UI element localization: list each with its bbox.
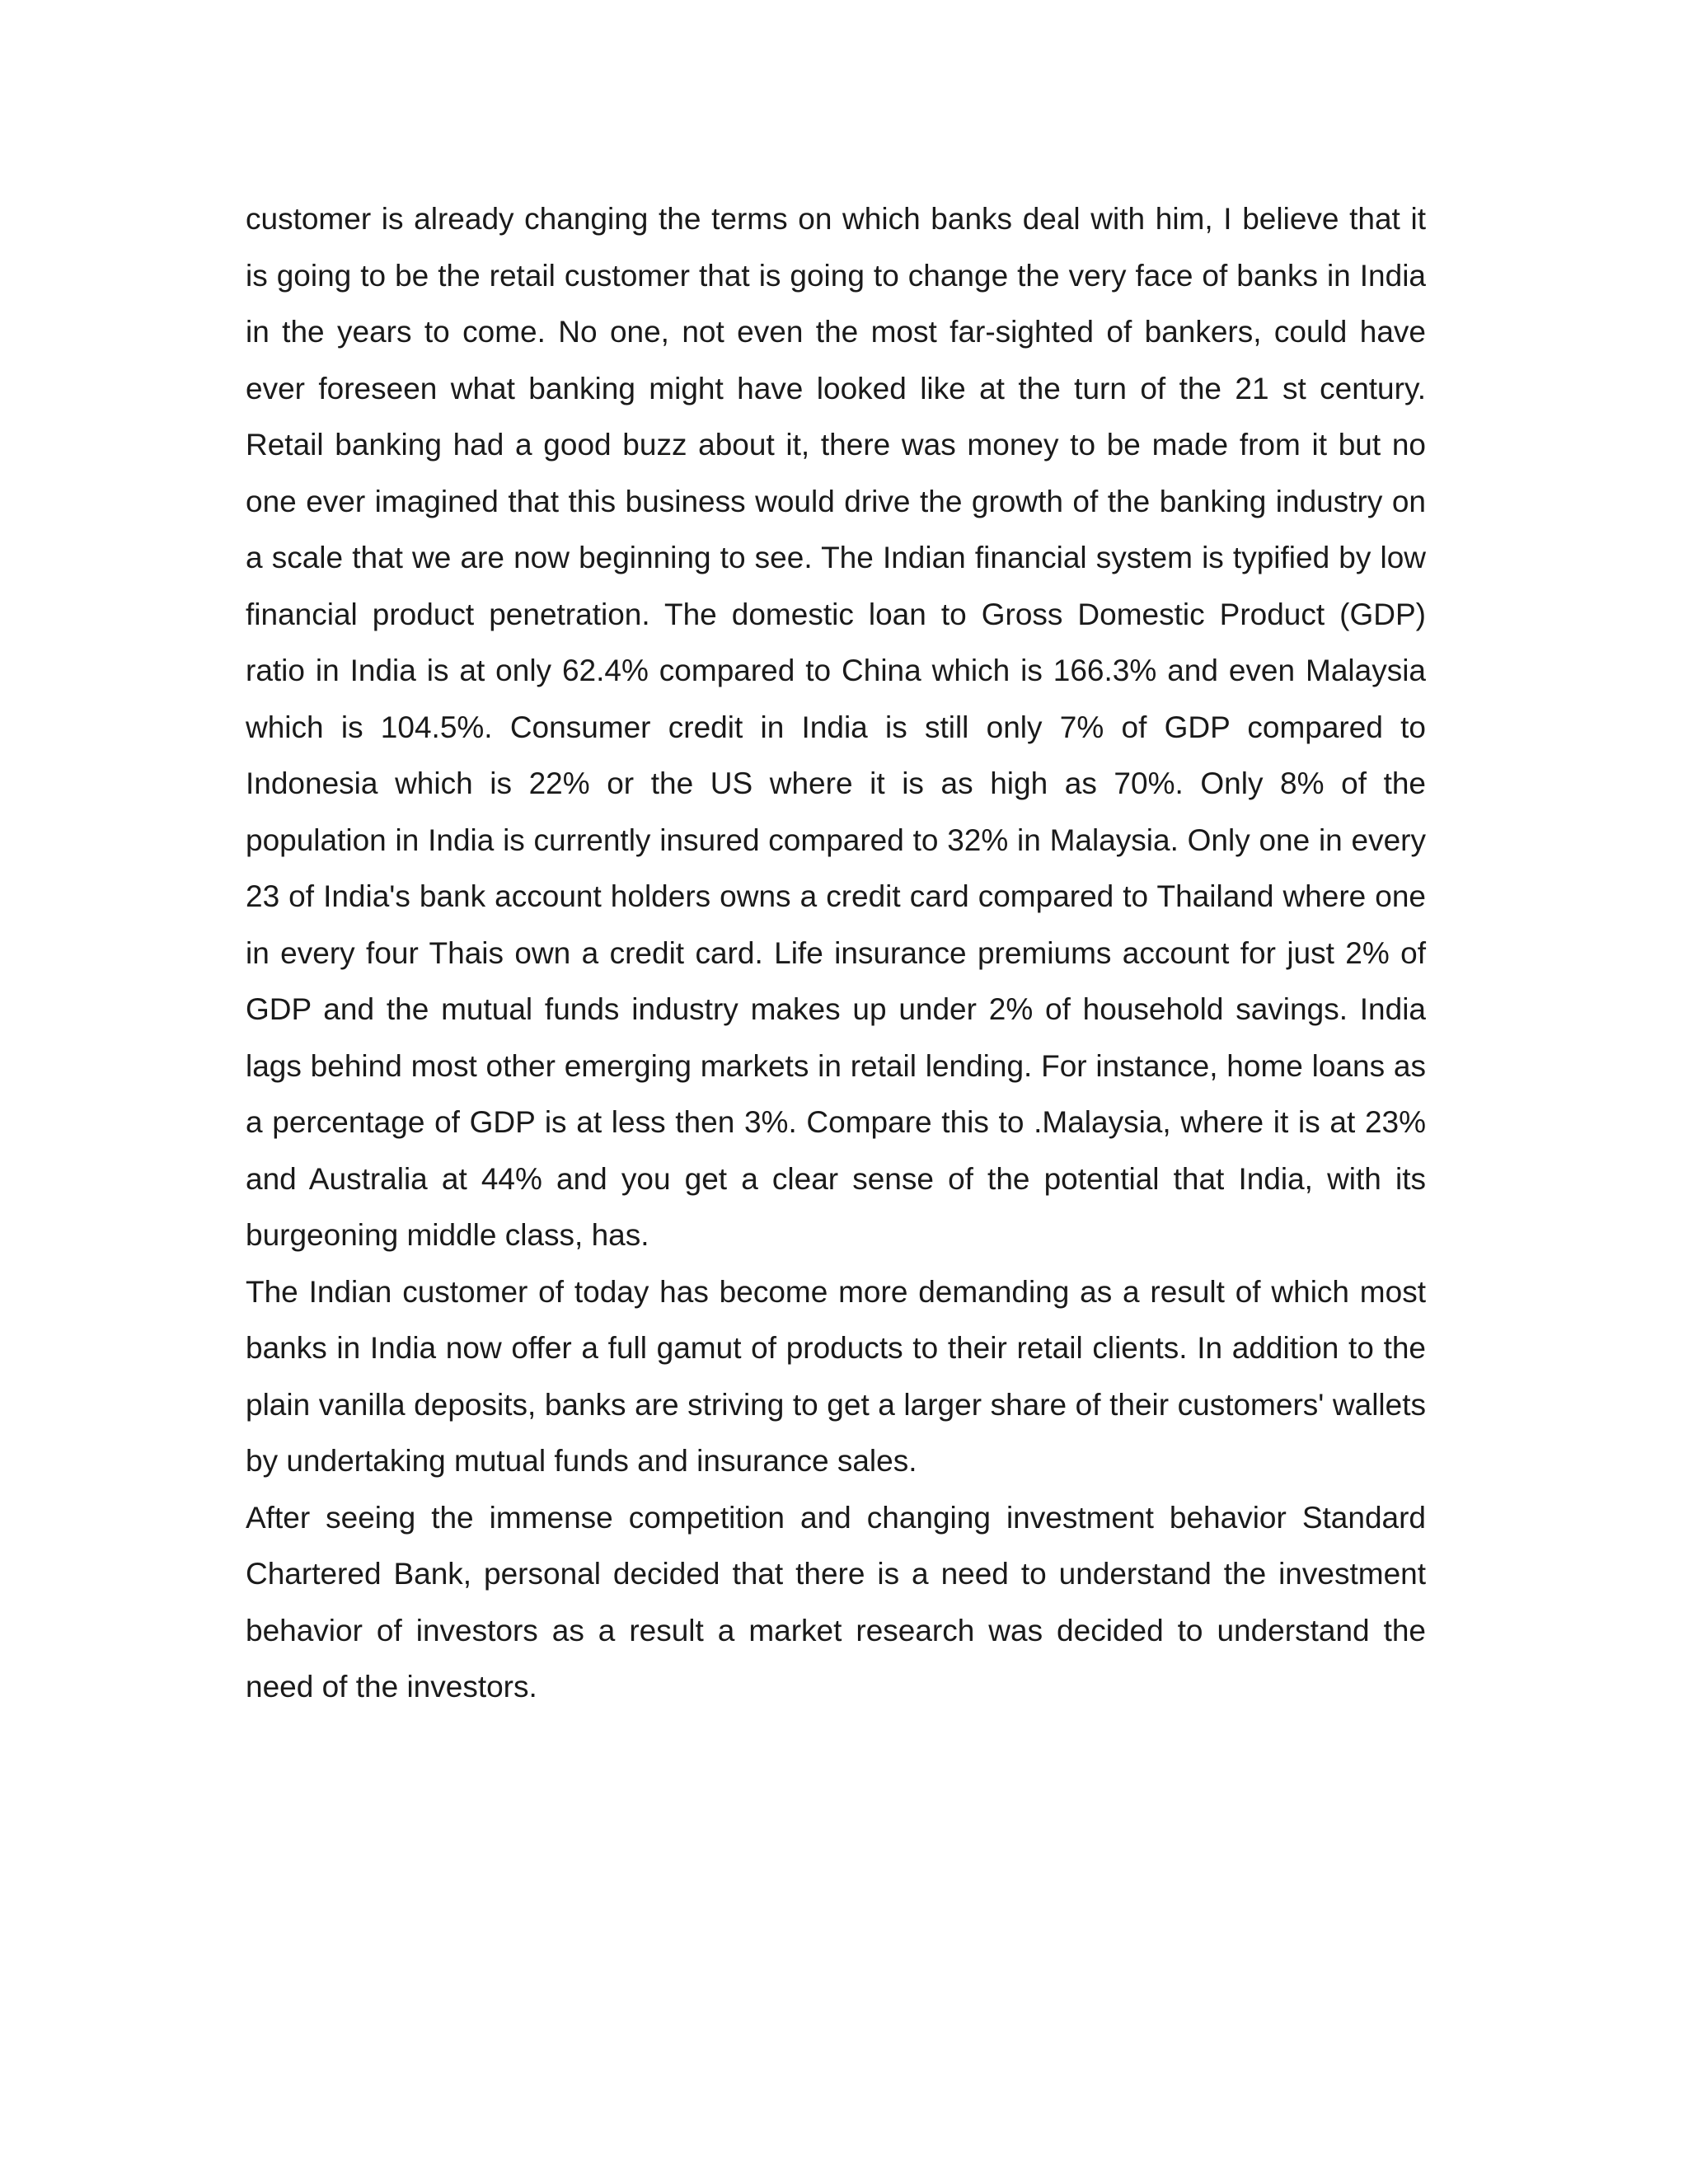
body-text [246, 191, 1426, 1716]
paragraph-market-research: After seeing the immense competition and changing investment behavior Standard Chartered Bank, personal decided that there is a need to understand the investment behavior of investors as a result a market research was decided to understand the need of the investors. [246, 1500, 1426, 1704]
paragraph-indian-customer: The Indian customer of today has become more demanding as a result of which most banks in India now offer a full gamut of products to their retail clients. In addition to the plain vanilla deposits, banks are striving to get a larger share of their customers' wallets by undertaking mutual funds and insurance sales. [246, 1274, 1426, 1478]
paragraph-retail-banking: customer is already changing the terms on which banks deal with him, I believe that it is going to be the retail customer that is going to change the very face of banks in India in the years to come. No one, not even the most far-sighted of bankers, could have ever foreseen what banking might have looked like at the turn of the 21 st century. Retail banking had a good buzz about it, there was money to be made from it but no one ever imagined that this business would drive the growth of the banking industry on a scale that we are now beginning to see. The Indian financial system is typified by low financial product penetration. The domestic loan to Gross Domestic Product (GDP) ratio in India is at only 62.4% compared to China which is 166.3% and even Malaysia which is 104.5%. Consumer credit in India is still only 7% of GDP compared to Indonesia which is 22% or the US where it is as high as 70%. Only 8% of the population in India is currently insured compared to 32% in Malaysia. Only one in every 23 of India's bank account holders owns a credit card compared to Thailand where one in every four Thais own a credit card. Life insurance premiums account for just 2% of GDP and the mutual funds industry makes up under 2% of household savings. India lags behind most other emerging markets in retail lending. For instance, home loans as a percentage of GDP is at less then 3%. Compare this to .Malaysia, where it is at 23% and Australia at 44% and you get a clear sense of the potential that India, with its burgeoning middle class, has. [246, 202, 1426, 1252]
